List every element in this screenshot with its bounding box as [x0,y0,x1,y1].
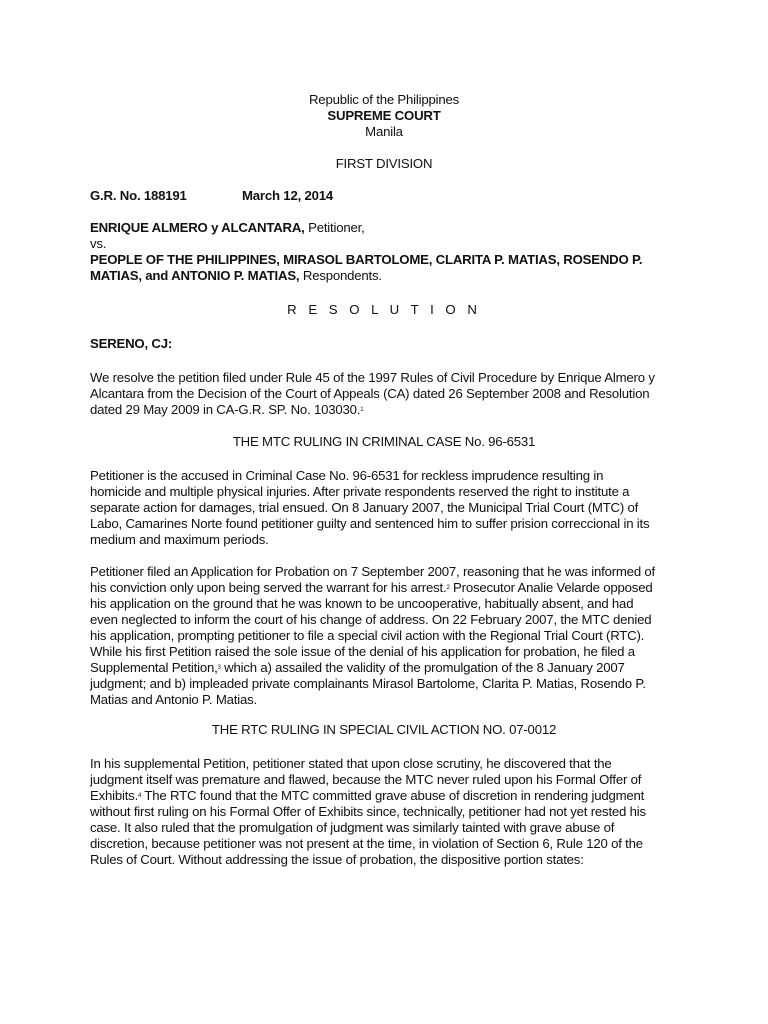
paragraph-line: Petitioner filed an Application for Probation on 7 September 2007, reasoning that he was informed of [90,564,656,579]
paragraph-4 [90,756,678,868]
paragraph-line [90,402,678,418]
footnote-ref-2[interactable]: 2 [446,585,450,591]
paragraph-line: medium and maximum periods. [90,532,269,547]
paragraph-line: judgment itself was premature and flawed, because the MTC never ruled upon his Formal Offer of [90,772,642,787]
petitioner-line [90,220,678,236]
paragraph-text: Prosecutor Analie Velarde opposed [449,580,653,595]
paragraph-text: Exhibits. [90,788,139,803]
paragraph-line: separate action for damages, trial ensued. On 8 January 2007, the Municipal Trial Court (MTC) of [90,500,639,515]
paragraph-line: discretion, because petitioner was not present at the time, in violation of Section 6, Rule 120 of the [90,836,643,851]
paragraph-text: which a) assailed the validity of the promulgation of the 8 January 2007 [220,660,625,675]
paragraph-2 [90,468,678,548]
city-line: Manila [365,124,403,139]
respondents-role: Respondents. [302,268,382,283]
paragraph-line [90,788,678,804]
paragraph-line: In his supplemental Petition, petitioner stated that upon close scrutiny, he discovered that the [90,756,612,771]
paragraph-line: case. It also ruled that the promulgation of judgment was similarly tainted with grave abuse of [90,820,615,835]
paragraph-text: Supplemental Petition, [90,660,218,675]
division-line: FIRST DIVISION [335,156,433,171]
paragraph-3 [90,564,678,708]
paragraph-line: Petitioner is the accused in Criminal Case No. 96-6531 for reckless imprudence resulting in [90,468,604,483]
respondents-line-2 [90,268,678,284]
footnote-ref-3[interactable]: 3 [217,665,221,671]
section-heading-rtc: THE RTC RULING IN SPECIAL CIVIL ACTION NO. 07-0012 [211,722,557,737]
respondents-line-1: PEOPLE OF THE PHILIPPINES, MIRASOL BARTOLOME, CLARITA P. MATIAS, ROSENDO P. [90,252,643,267]
parties-block [90,220,678,284]
paragraph-text: dated 29 May 2009 in CA-G.R. SP. No. 103030. [90,402,361,417]
resolution-title [90,302,678,318]
paragraph-line [90,580,678,596]
paragraph-line: Rules of Court. Without addressing the issue of probation, the dispositive portion states: [90,852,584,867]
republic-line: Republic of the Philippines [308,92,460,107]
paragraph-line: even neglected to inform the court of his change of address. On 22 February 2007, the MTC denied [90,612,652,627]
paragraph-line: We resolve the petition filed under Rule 45 of the 1997 Rules of Civil Procedure by Enrique Almero y [90,370,655,385]
footnote-ref-4[interactable]: 4 [138,793,142,799]
versus-line: vs. [90,236,107,251]
paragraph-line [90,660,678,676]
paragraph-line: his application, prompting petitioner to file a special civil action with the Regional Trial Court (RTC). [90,628,645,643]
ponente: SERENO, CJ: [90,336,173,351]
title-text: R E S O L U T I O N [287,302,481,317]
paragraph-text: his conviction only upon being served the warrant for his arrest. [90,580,447,595]
paragraph-text: The RTC found that the MTC committed grave abuse of discretion in rendering judgment [141,788,645,803]
paragraph-line: homicide and multiple physical injuries. After private respondents reserved the right to institute a [90,484,630,499]
paragraph-line: Labo, Camarines Norte found petitioner guilty and sentenced him to suffer prision correccional in its [90,516,650,531]
paragraph-1 [90,370,678,418]
document-header [90,92,678,172]
paragraph-line: his application on the ground that he was known to be uncooperative, habitually absent, and had [90,596,634,611]
case-number: G.R. No. 188191 [90,188,187,203]
paragraph-line: Alcantara from the Decision of the Court of Appeals (CA) dated 26 September 2008 and Resolution [90,386,650,401]
footnote-ref-1[interactable]: 1 [360,407,364,413]
court-name: SUPREME COURT [327,108,441,123]
respondents-names: MATIAS, and ANTONIO P. MATIAS, [90,268,300,283]
paragraph-line: Matias and Antonio P. Matias. [90,692,257,707]
case-date: March 12, 2014 [242,188,334,203]
petitioner-role: Petitioner, [308,220,365,235]
paragraph-line: judgment; and b) impleaded private complainants Mirasol Bartolome, Clarita P. Matias, Rosendo P. [90,676,646,691]
paragraph-line: While his first Petition raised the sole issue of the denial of his application for probation, he filed a [90,644,635,659]
case-line [90,188,678,204]
section-heading-mtc: THE MTC RULING IN CRIMINAL CASE No. 96-6531 [232,434,536,449]
petitioner-name: ENRIQUE ALMERO y ALCANTARA, [90,220,305,235]
paragraph-line: without first ruling on his Formal Offer of Exhibits since, technically, petitioner had not yet rested his [90,804,646,819]
